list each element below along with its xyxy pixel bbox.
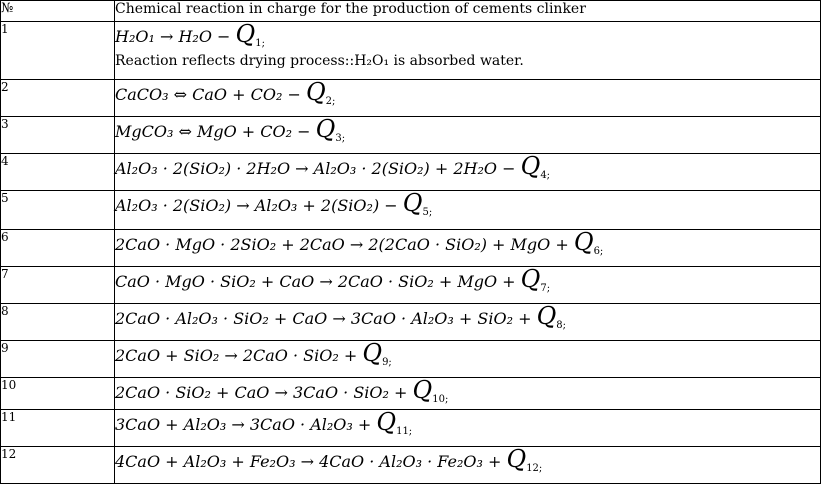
reaction-equation <box>115 80 820 110</box>
table-row <box>1 267 821 304</box>
reaction-equation <box>115 304 820 334</box>
equation-expression: Al₂O₃ · 2(SiO₂) → Al₂O₃ + 2(SiO₂) − <box>115 196 403 215</box>
heat-symbol: Q <box>376 408 397 436</box>
row-number: 7 <box>1 267 115 304</box>
reaction-equation <box>115 117 820 147</box>
reaction-equation <box>115 22 820 52</box>
equation-expression: CaCO₃ ⇔ CaO + CO₂ − <box>115 85 306 104</box>
table-row <box>1 154 821 191</box>
heat-symbol: Q <box>315 115 336 143</box>
reactions-body <box>1 22 821 484</box>
table-row <box>1 304 821 341</box>
row-number: 1 <box>1 22 115 80</box>
row-number: 4 <box>1 154 115 191</box>
heat-subscript: 9; <box>382 357 392 369</box>
equation-expression: Al₂O₃ · 2(SiO₂) · 2H₂O → Al₂O₃ · 2(SiO₂) + 2H₂O − <box>115 159 521 178</box>
table-header-row <box>1 1 821 22</box>
row-number: 3 <box>1 117 115 154</box>
row-number: 11 <box>1 410 115 447</box>
reaction-cell <box>115 80 821 117</box>
row-number: 10 <box>1 378 115 410</box>
reaction-column-header: Chemical reaction in charge for the production of cements clinker <box>115 1 821 22</box>
number-column-header: № <box>1 1 115 22</box>
reaction-cell <box>115 154 821 191</box>
row-number: 12 <box>1 447 115 484</box>
heat-subscript: 3; <box>335 133 346 145</box>
table-row <box>1 410 821 447</box>
reaction-equation <box>115 154 820 184</box>
row-number: 8 <box>1 304 115 341</box>
heat-symbol: Q <box>536 302 557 330</box>
heat-symbol: Q <box>305 78 326 106</box>
reaction-cell <box>115 304 821 341</box>
heat-symbol: Q <box>402 189 423 217</box>
table-row <box>1 378 821 410</box>
reaction-cell <box>115 22 821 80</box>
equation-expression: MgCO₃ ⇔ MgO + CO₂ − <box>115 122 316 141</box>
reaction-cell <box>115 447 821 484</box>
heat-subscript: 1; <box>255 38 265 50</box>
equation-expression: 2CaO + SiO₂ → 2CaO · SiO₂ + <box>115 346 363 365</box>
reaction-equation <box>115 447 820 477</box>
heat-subscript: 5; <box>422 207 433 219</box>
row-number: 6 <box>1 230 115 267</box>
reaction-equation <box>115 191 820 221</box>
table-row <box>1 230 821 267</box>
reaction-cell <box>115 267 821 304</box>
heat-symbol: Q <box>520 152 541 180</box>
table-row <box>1 80 821 117</box>
equation-expression: 2CaO · SiO₂ + CaO → 3CaO · SiO₂ + <box>115 383 413 402</box>
heat-subscript: 8; <box>556 320 567 332</box>
heat-subscript: 12; <box>526 463 543 475</box>
equation-expression: H₂O₁ → H₂O − <box>115 27 236 46</box>
reaction-equation <box>115 378 820 408</box>
table-row <box>1 117 821 154</box>
reaction-equation <box>115 410 820 440</box>
heat-subscript: 11; <box>396 426 413 438</box>
table-row <box>1 191 821 230</box>
reaction-cell <box>115 341 821 378</box>
heat-symbol: Q <box>573 228 594 256</box>
heat-symbol: Q <box>412 376 433 404</box>
equation-expression: 2CaO · MgO · 2SiO₂ + 2CaO → 2(2CaO · SiO₂) + MgO + <box>115 235 574 254</box>
table-row <box>1 341 821 378</box>
row-number: 9 <box>1 341 115 378</box>
heat-subscript: 2; <box>325 96 336 108</box>
reaction-cell <box>115 117 821 154</box>
heat-symbol: Q <box>520 265 541 293</box>
reaction-equation <box>115 341 820 371</box>
reaction-cell <box>115 410 821 447</box>
equation-expression: 4CaO + Al₂O₃ + Fe₂O₃ → 4CaO · Al₂O₃ · Fe₂O₃ + <box>115 452 507 471</box>
reaction-cell <box>115 191 821 230</box>
equation-expression: CaO · MgO · SiO₂ + CaO → 2CaO · SiO₂ + MgO + <box>115 272 521 291</box>
equation-expression: 2CaO · Al₂O₃ · SiO₂ + CaO → 3CaO · Al₂O₃ + SiO₂ + <box>115 309 537 328</box>
reaction-equation <box>115 230 820 260</box>
reaction-cell <box>115 378 821 410</box>
heat-symbol: Q <box>235 20 256 48</box>
row-number: 2 <box>1 80 115 117</box>
table-row <box>1 447 821 484</box>
heat-subscript: 10; <box>432 394 449 406</box>
heat-symbol: Q <box>506 445 527 473</box>
reaction-note: Reaction reflects drying process::H₂O₁ is absorbed water. <box>115 53 524 70</box>
heat-subscript: 7; <box>540 283 551 295</box>
heat-symbol: Q <box>362 339 383 367</box>
heat-subscript: 6; <box>593 246 604 258</box>
table-row <box>1 22 821 80</box>
equation-expression: 3CaO + Al₂O₃ → 3CaO · Al₂O₃ + <box>115 415 377 434</box>
reaction-cell <box>115 230 821 267</box>
row-number: 5 <box>1 191 115 230</box>
heat-subscript: 4; <box>540 170 551 182</box>
reaction-equation <box>115 267 820 297</box>
